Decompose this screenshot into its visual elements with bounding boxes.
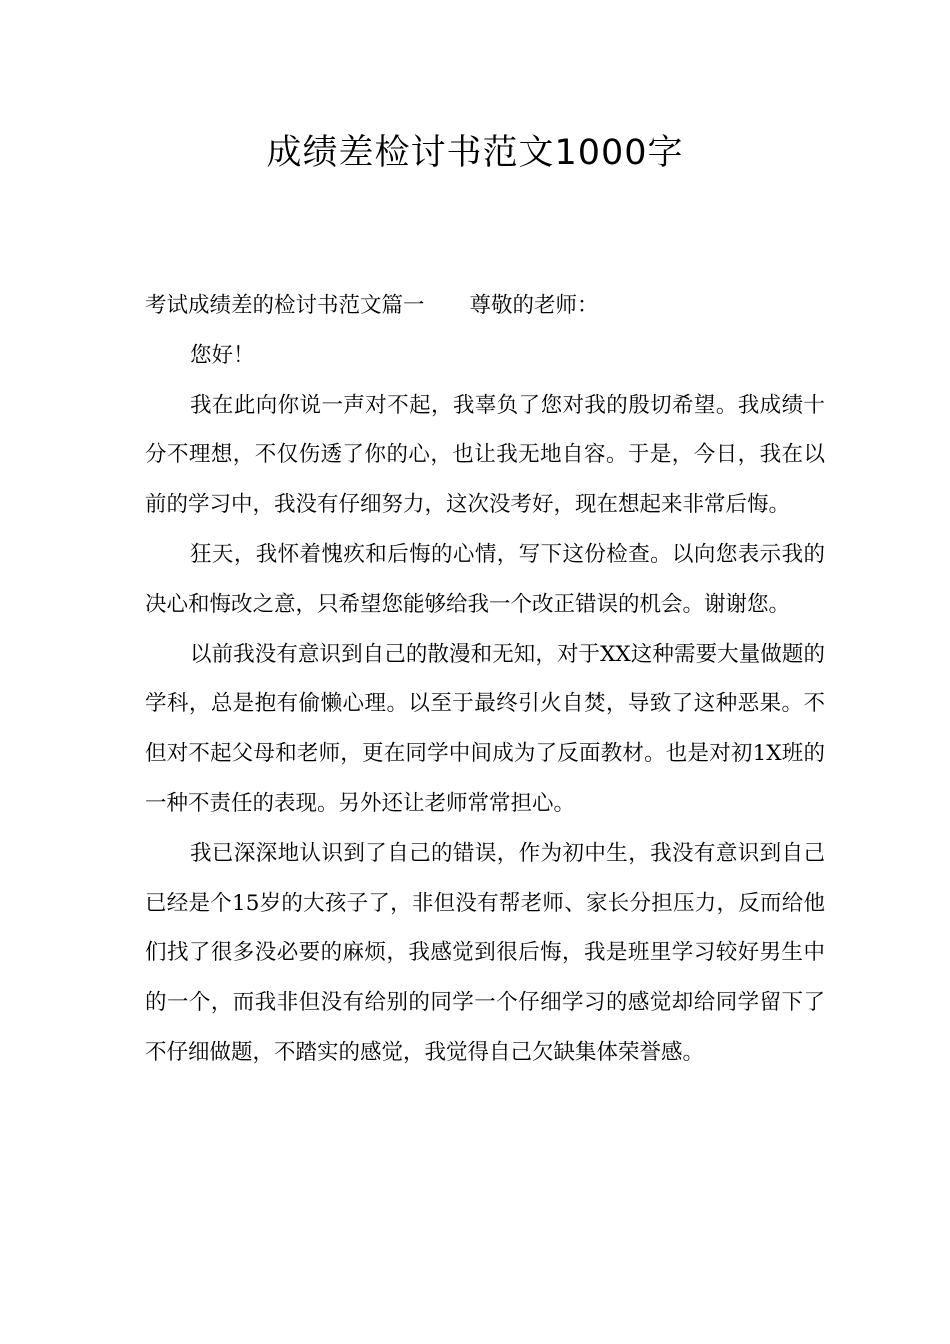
paragraph-recognition: 我已深深地认识到了自己的错误，作为初中生，我没有意识到自己已经是个15岁的大孩子了，非但没有帮老师、家长分担压力，反而给他们找了很多没必要的麻烦，我感觉到很后悔，我是班里学习较好男生中的一个，而我非但没有给别的同学一个仔细学习的感觉却给同学留下了不仔细做题，不踏实的感觉，我觉得自己欠缺集体荣誉感。	[145, 840, 825, 1065]
paragraph-reflection: 以前我没有意识到自己的散漫和无知，对于XX这种需要大量做题的学科，总是抱有偷懒心理。以至于最终引火自焚，导致了这种恶果。不但对不起父母和老师，更在同学中间成为了反面教材。也是对初1X班的一种不责任的表现。另外还让老师常常担心。	[145, 641, 825, 816]
paragraph-greeting: 您好！	[190, 342, 255, 368]
paragraph-apology: 我在此向你说一声对不起，我辜负了您对我的殷切希望。我成绩十分不理想，不仅伤透了你的心，也让我无地自容。于是，今日，我在以前的学习中，我没有仔细努力，这次没考好，现在想起来非常后悔。	[145, 392, 825, 518]
opening-line	[145, 281, 825, 331]
salutation: 尊敬的老师：	[469, 293, 599, 318]
document-body	[145, 281, 825, 1078]
section-heading: 考试成绩差的检讨书范文篇一	[145, 293, 425, 318]
paragraph-resolve: 狂天，我怀着愧疚和后悔的心情，写下这份检查。以向您表示我的决心和悔改之意，只希望您能够给我一个改正错误的机会。谢谢您。	[145, 541, 825, 617]
document-title: 成绩差检讨书范文1000字	[266, 133, 684, 173]
